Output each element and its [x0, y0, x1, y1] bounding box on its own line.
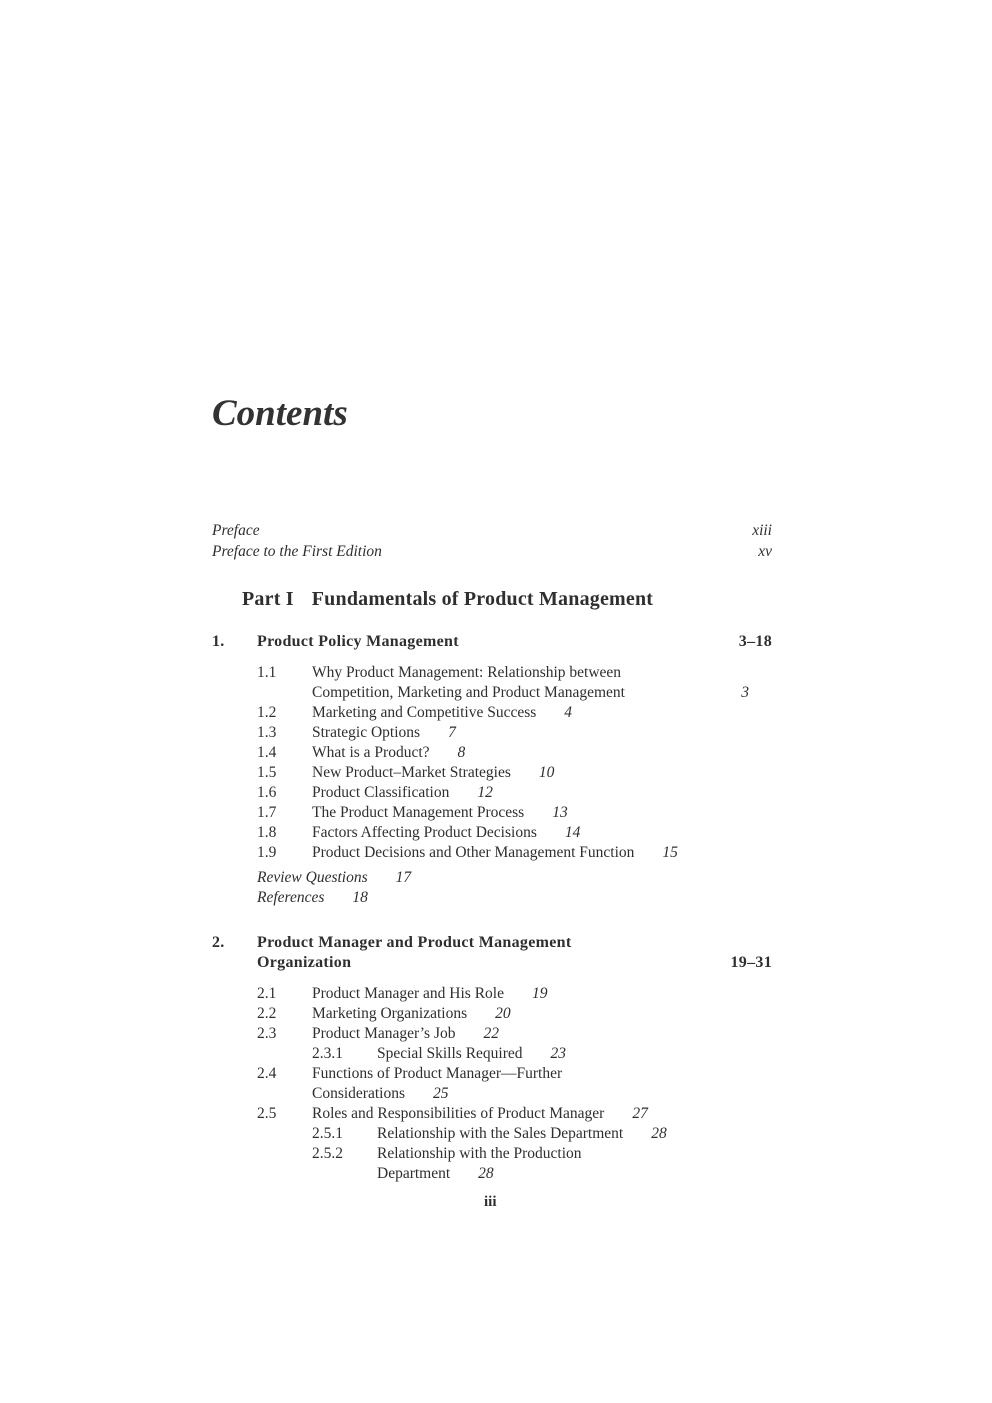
- section-number: 2.5.1: [312, 1125, 343, 1142]
- section-number: 2.3: [257, 1025, 277, 1042]
- chapter-1-heading[interactable]: [212, 632, 772, 652]
- section-page: 14: [564, 824, 581, 841]
- chapter-number: 2.: [212, 934, 225, 951]
- section-title: Strategic Options: [312, 724, 421, 741]
- section-title: Roles and Responsibilities of Product Manager: [312, 1105, 605, 1122]
- chapter-pages: 19–31: [730, 954, 772, 971]
- chapter-2-heading-cont[interactable]: [212, 953, 772, 973]
- chapter-2-heading[interactable]: [212, 933, 772, 953]
- section-number: 2.5: [257, 1105, 277, 1122]
- page-number: iii: [484, 1194, 497, 1210]
- section-page: 8: [457, 744, 466, 761]
- section-number: 1.1: [257, 664, 277, 681]
- section-number: 2.2: [257, 1005, 277, 1022]
- chapter-number: 1.: [212, 633, 225, 650]
- section-page: 3: [741, 684, 749, 701]
- chapter-title: Product Policy Management: [257, 633, 459, 650]
- chapter-pages: 3–18: [738, 633, 772, 650]
- section-page: 12: [477, 784, 493, 801]
- section-number: 1.6: [257, 784, 277, 801]
- section-1-1-cont[interactable]: [257, 683, 749, 703]
- section-page: 23: [550, 1045, 567, 1062]
- section-page: 7: [448, 724, 456, 741]
- section-page: 15: [662, 844, 678, 861]
- page-title: Contents: [212, 393, 348, 434]
- section-page: 25: [433, 1085, 449, 1102]
- section-page: 27: [632, 1105, 648, 1122]
- section-page: 10: [538, 764, 555, 781]
- section-number: 1.4: [257, 744, 277, 761]
- part-number: Part I: [242, 588, 294, 610]
- section-page: 28: [478, 1165, 494, 1182]
- section-title: Relationship with the Sales Department: [377, 1125, 624, 1142]
- toc-entry-preface[interactable]: [212, 521, 772, 541]
- section-number: 1.3: [257, 724, 277, 741]
- review-questions[interactable]: [257, 868, 411, 888]
- section-page: 19: [532, 985, 548, 1002]
- section-title: New Product–Market Strategies: [312, 764, 511, 781]
- entry-page: xv: [758, 543, 772, 560]
- section-number: 1.5: [257, 764, 277, 781]
- section-title: Factors Affecting Product Decisions: [312, 824, 537, 841]
- section-page: 20: [495, 1005, 511, 1022]
- section-title: What is a Product?: [312, 744, 430, 761]
- entry-page: xiii: [752, 522, 772, 539]
- section-title-line2: Considerations: [312, 1085, 405, 1102]
- references-label: References: [257, 889, 325, 906]
- section-title-line2: Department: [377, 1165, 451, 1182]
- section-title: Product Manager and His Role: [312, 985, 504, 1002]
- section-title: Marketing and Competitive Success: [312, 704, 537, 721]
- toc-entry-preface-first-edition[interactable]: [212, 542, 772, 562]
- section-number: 2.5.2: [312, 1145, 343, 1162]
- section-number: 1.2: [257, 704, 277, 721]
- references[interactable]: [257, 888, 368, 908]
- section-number: 2.4: [257, 1065, 277, 1082]
- section-number: 2.3.1: [312, 1045, 343, 1062]
- section-title-line1: Functions of Product Manager—Further: [312, 1065, 563, 1082]
- section-number: 2.1: [257, 985, 277, 1002]
- chapter-title-line2: Organization: [257, 954, 352, 971]
- entry-title: Preface to the First Edition: [212, 543, 382, 560]
- section-1-1[interactable]: [257, 663, 772, 683]
- section-number: 1.8: [257, 824, 277, 841]
- section-title: The Product Management Process: [312, 804, 525, 821]
- section-number: 1.9: [257, 844, 277, 861]
- section-number: 1.7: [257, 804, 277, 821]
- section-page: 4: [564, 704, 573, 721]
- review-questions-label: Review Questions: [257, 869, 368, 886]
- section-page: 13: [552, 804, 568, 821]
- review-questions-page: 17: [395, 869, 412, 886]
- section-page: 28: [651, 1125, 667, 1142]
- references-page: 18: [352, 889, 368, 906]
- section-title: Product Classification: [312, 784, 450, 801]
- section-title: Product Manager’s Job: [312, 1025, 456, 1042]
- section-title-line1: Relationship with the Production: [377, 1145, 582, 1162]
- section-title: Marketing Organizations: [312, 1005, 468, 1022]
- section-title: Product Decisions and Other Management Function: [312, 844, 635, 861]
- entry-title: Preface: [212, 522, 260, 539]
- section-title-line1: Why Product Management: Relationship between: [312, 664, 622, 681]
- part-heading: [242, 588, 653, 611]
- section-page: 22: [483, 1025, 499, 1042]
- chapter-title-line1: Product Manager and Product Management: [257, 934, 572, 951]
- section-title: Special Skills Required: [377, 1045, 523, 1062]
- section-title-line2: Competition, Marketing and Product Management: [312, 684, 625, 701]
- part-title: Fundamentals of Product Management: [311, 588, 654, 610]
